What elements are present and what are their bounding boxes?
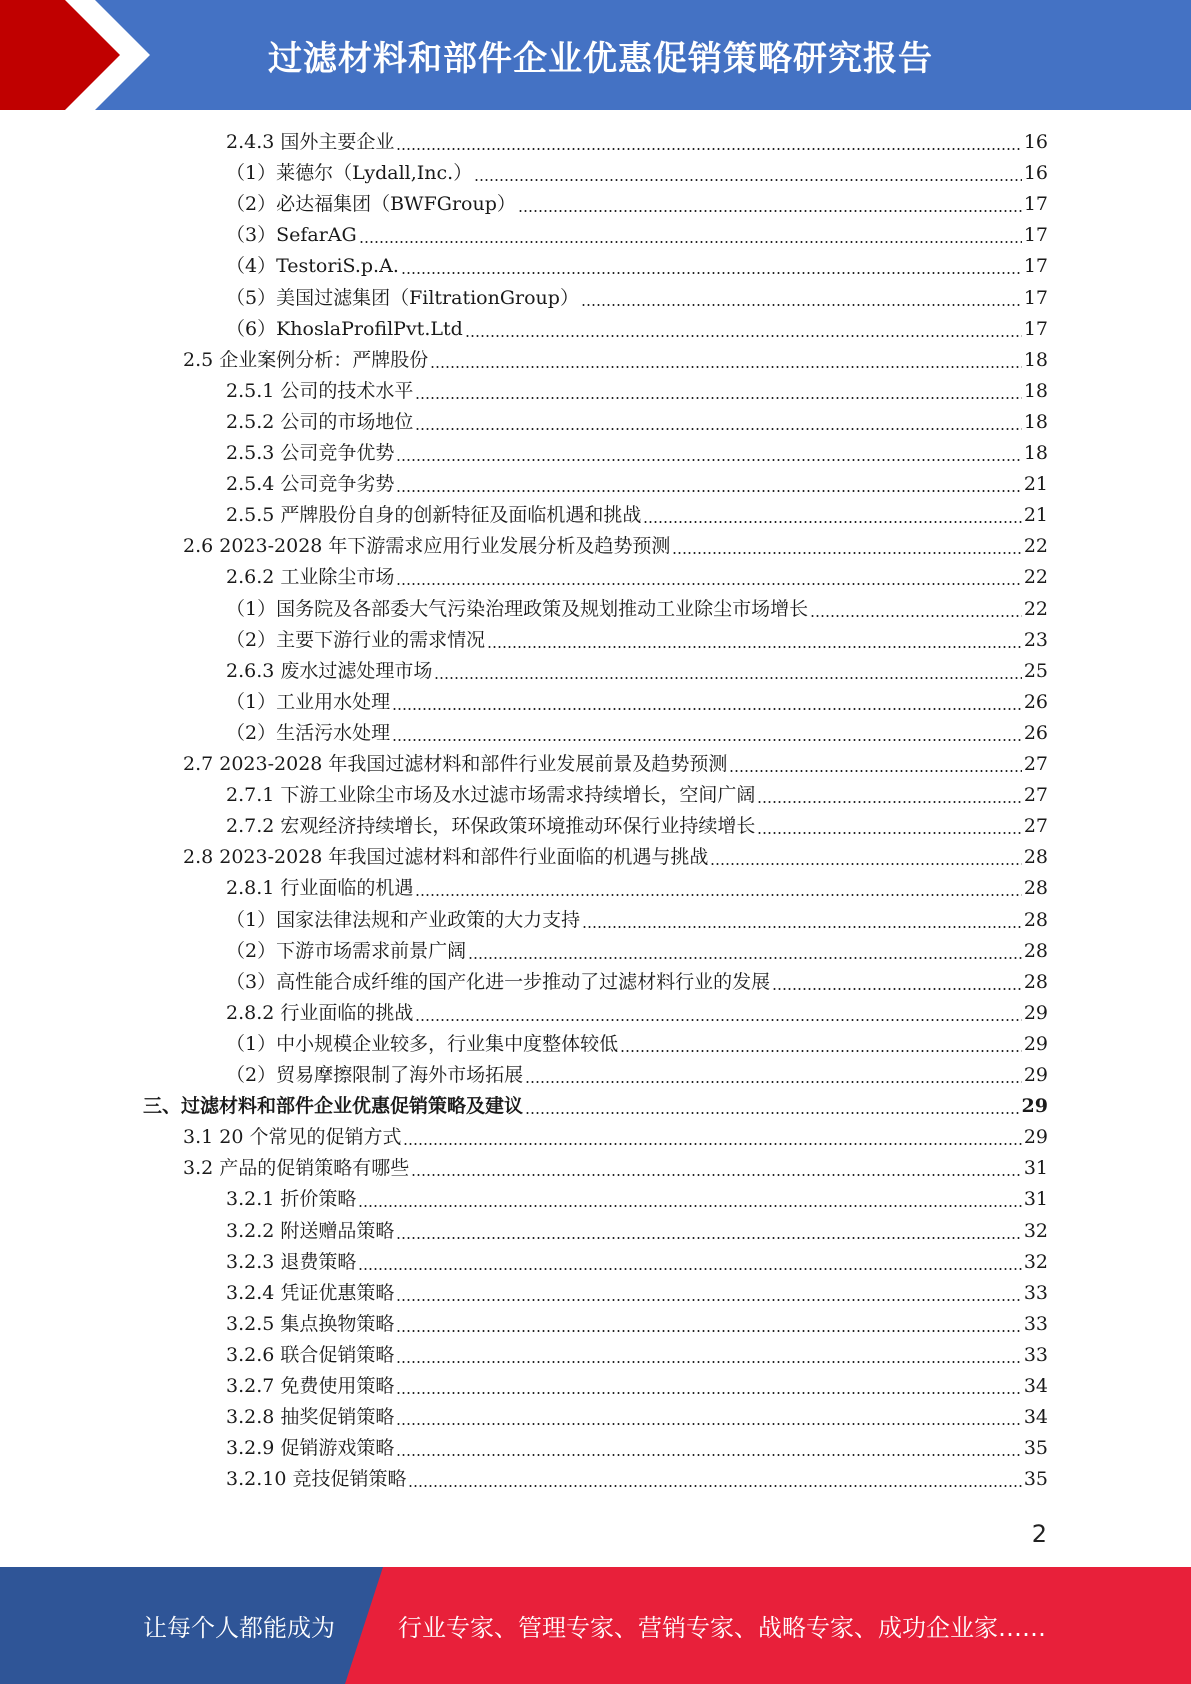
toc-entry-page: 31 [1023, 1157, 1048, 1180]
page-footer [0, 1567, 1191, 1684]
toc-entry[interactable] [226, 562, 1048, 593]
toc-entry-page: 34 [1023, 1406, 1048, 1429]
toc-entry-label: 2.7 2023-2028 年我国过滤材料和部件行业发展前景及趋势预测 [183, 753, 728, 775]
toc-entry-page: 22 [1023, 566, 1048, 589]
toc-entry-label: （4）TestoriS.p.A. [226, 255, 399, 278]
toc-entry[interactable] [226, 998, 1048, 1029]
toc-entry[interactable] [226, 1371, 1048, 1402]
toc-entry-page: 29 [1023, 1001, 1048, 1024]
toc-entry-page: 28 [1023, 939, 1048, 962]
toc-dot-leader [581, 304, 1022, 306]
toc-dot-leader [582, 926, 1022, 928]
toc-entry-label: 2.5.1 公司的技术水平 [226, 379, 414, 402]
toc-dot-leader [403, 1143, 1021, 1145]
toc-dot-leader [772, 988, 1022, 990]
toc-entry[interactable] [183, 345, 1048, 376]
toc-entry-label: 2.8.1 行业面临的机遇 [226, 877, 414, 900]
toc-entry-page: 22 [1023, 597, 1048, 620]
toc-entry-page: 16 [1023, 131, 1048, 153]
toc-entry[interactable] [183, 1153, 1048, 1184]
toc-dot-leader [396, 1392, 1021, 1394]
toc-entry[interactable] [226, 1402, 1048, 1433]
toc-entry-label: 3.2.3 退费策略 [226, 1250, 357, 1273]
toc-entry-label: （2）必达福集团（BWFGroup） [226, 193, 516, 216]
toc-entry[interactable] [226, 656, 1048, 687]
toc-dot-leader [396, 1423, 1021, 1425]
toc-dot-leader [415, 428, 1021, 430]
toc-dot-leader [358, 1268, 1021, 1270]
toc-dot-leader [525, 1081, 1022, 1083]
toc-entry[interactable] [226, 220, 1048, 251]
toc-entry[interactable] [226, 314, 1048, 345]
toc-entry-label: 2.4.3 国外主要企业 [226, 131, 395, 153]
toc-entry-label: （1）工业用水处理 [226, 690, 391, 713]
toc-entry-page: 33 [1023, 1312, 1048, 1335]
toc-entry[interactable] [226, 1464, 1048, 1495]
toc-entry-label: 2.8.2 行业面临的挑战 [226, 1001, 414, 1024]
toc-entry-label: 2.5.4 公司竞争劣势 [226, 473, 395, 496]
toc-dot-leader [710, 863, 1021, 865]
toc-entry-page: 32 [1023, 1219, 1048, 1242]
toc-entry[interactable] [183, 1122, 1048, 1153]
toc-entry-label: 3.2.1 折价策略 [226, 1188, 357, 1211]
toc-dot-leader [396, 490, 1021, 492]
toc-entry-label: 2.5.2 公司的市场地位 [226, 410, 414, 433]
toc-dot-leader [474, 179, 1022, 181]
toc-dot-leader [392, 739, 1022, 741]
toc-dot-leader [430, 366, 1022, 368]
toc-entry-page: 27 [1023, 815, 1048, 838]
toc-entry[interactable] [226, 158, 1048, 189]
toc-entry-label: 2.6.2 工业除尘市场 [226, 566, 395, 589]
toc-entry[interactable] [226, 376, 1048, 407]
toc-entry-page: 28 [1023, 908, 1048, 931]
toc-entry-label: 3.2 产品的促销策略有哪些 [183, 1157, 410, 1180]
page-header [0, 0, 1191, 110]
toc-entry[interactable] [226, 1184, 1048, 1215]
toc-entry-page: 28 [1023, 846, 1048, 869]
toc-entry[interactable] [226, 811, 1048, 842]
toc-entry-label: （2）主要下游行业的需求情况 [226, 628, 486, 651]
toc-entry-page: 17 [1023, 193, 1048, 216]
toc-entry-page: 27 [1023, 753, 1048, 775]
toc-entry-label: （1）中小规模企业较多，行业集中度整体较低 [226, 1032, 619, 1055]
toc-entry-label: 2.7.1 下游工业除尘市场及水过滤市场需求持续增长，空间广阔 [226, 784, 756, 807]
toc-entry-label: （6）KhoslaProfilPvt.Ltd [226, 317, 463, 340]
toc-entry-label: 3.2.9 促销游戏策略 [226, 1437, 395, 1460]
toc-entry-page: 18 [1023, 442, 1048, 464]
toc-dot-leader [396, 1454, 1021, 1456]
toc-entry-label: 2.5 企业案例分析：严牌股份 [183, 348, 429, 371]
toc-entry-page: 34 [1023, 1375, 1048, 1397]
toc-entry[interactable] [226, 251, 1048, 282]
toc-entry-label: 2.5.3 公司竞争优势 [226, 442, 395, 464]
toc-entry[interactable] [226, 1340, 1048, 1371]
toc-entry-label: （5）美国过滤集团（FiltrationGroup） [226, 286, 579, 309]
toc-entry-page: 33 [1023, 1343, 1048, 1366]
toc-entry-page: 26 [1023, 721, 1048, 744]
toc-entry-label: （1）国家法律法规和产业政策的大力支持 [226, 908, 581, 931]
page-number: 2 [1031, 1520, 1047, 1548]
toc-entry-page: 26 [1023, 690, 1048, 713]
toc-entry[interactable] [226, 127, 1048, 158]
toc-entry[interactable] [226, 1433, 1048, 1464]
toc-dot-leader [415, 894, 1021, 896]
toc-entry-page: 17 [1023, 286, 1048, 309]
document-title: 过滤材料和部件企业优惠促销策略研究报告 [268, 38, 933, 79]
toc-entry-label: 3.2.7 免费使用策略 [226, 1375, 395, 1397]
toc-entry-page: 31 [1023, 1188, 1048, 1211]
toc-entry-page: 35 [1023, 1468, 1048, 1491]
toc-entry-label: 2.8 2023-2028 年我国过滤材料和部件行业面临的机遇与挑战 [183, 846, 709, 869]
toc-entry[interactable] [226, 1309, 1048, 1340]
toc-entry[interactable] [226, 594, 1048, 625]
toc-entry-label: （3）高性能合成纤维的国产化进一步推动了过滤材料行业的发展 [226, 970, 771, 993]
toc-entry-label: 3.2.8 抽奖促销策略 [226, 1406, 395, 1429]
toc-entry-label: 3.2.2 附送赠品策略 [226, 1219, 395, 1242]
toc-entry[interactable] [226, 500, 1048, 531]
toc-dot-leader [518, 210, 1022, 212]
toc-entry[interactable] [226, 469, 1048, 500]
toc-entry-page: 25 [1023, 659, 1048, 682]
toc-entry[interactable] [226, 1278, 1048, 1309]
toc-entry[interactable] [226, 625, 1048, 656]
toc-entry[interactable] [226, 967, 1048, 998]
toc-entry-page: 18 [1023, 348, 1048, 371]
toc-entry-page: 17 [1023, 317, 1048, 340]
toc-entry[interactable] [226, 283, 1048, 314]
toc-dot-leader [396, 1330, 1021, 1332]
toc-entry[interactable] [226, 1216, 1048, 1247]
toc-entry-label: （1）国务院及各部委大气污染治理政策及规划推动工业除尘市场增长 [226, 597, 809, 620]
toc-entry[interactable] [183, 531, 1048, 562]
toc-entry-page: 21 [1023, 504, 1048, 527]
toc-dot-leader [396, 148, 1021, 150]
toc-entry-label: 2.6.3 废水过滤处理市场 [226, 659, 433, 682]
toc-entry-page: 21 [1023, 473, 1048, 496]
toc-entry-label: 3.2.5 集点换物策略 [226, 1312, 395, 1335]
toc-dot-leader [401, 272, 1022, 274]
toc-entry-label: 2.7.2 宏观经济持续增长，环保政策环境推动环保行业持续增长 [226, 815, 756, 838]
toc-entry-label: （3）SefarAG [226, 224, 357, 247]
toc-dot-leader [465, 335, 1022, 337]
toc-entry-page: 27 [1023, 784, 1048, 807]
toc-entry-label: （2）生活污水处理 [226, 721, 391, 744]
toc-entry-page: 18 [1023, 410, 1048, 433]
toc-entry[interactable] [226, 438, 1048, 469]
toc-dot-leader [358, 1205, 1021, 1207]
toc-entry[interactable] [226, 718, 1048, 749]
toc-entry-page: 29 [1023, 1126, 1048, 1149]
toc-entry-page: 29 [1023, 1064, 1048, 1086]
toc-entry-page: 17 [1023, 255, 1048, 278]
toc-entry-label: （2）下游市场需求前景广阔 [226, 939, 467, 962]
footer-slogan-left: 让每个人都能成为 [143, 1614, 335, 1642]
toc-entry-label: 3.1 20 个常见的促销方式 [183, 1126, 402, 1149]
toc-entry-page: 29 [1021, 1095, 1048, 1118]
toc-entry-label: 3.2.4 凭证优惠策略 [226, 1281, 395, 1304]
toc-entry-page: 17 [1023, 224, 1048, 247]
toc-dot-leader [487, 646, 1022, 648]
toc-entry-page: 28 [1023, 970, 1048, 993]
toc-entry-page: 16 [1023, 162, 1048, 185]
toc-entry[interactable] [226, 1029, 1048, 1060]
toc-entry-label: 3.2.6 联合促销策略 [226, 1343, 395, 1366]
toc-dot-leader [415, 397, 1021, 399]
toc-dot-leader [525, 1112, 1020, 1114]
toc-entry[interactable] [226, 1060, 1048, 1091]
toc-entry-label: 三、过滤材料和部件企业优惠促销策略及建议 [143, 1095, 524, 1118]
footer-slogan-right: 行业专家、管理专家、营销专家、战略专家、成功企业家…… [398, 1614, 1046, 1642]
toc-entry-page: 23 [1023, 628, 1048, 651]
toc-entry[interactable] [226, 905, 1048, 936]
toc-dot-leader [396, 1237, 1021, 1239]
toc-entry[interactable] [226, 687, 1048, 718]
toc-entry-label: 2.6 2023-2028 年下游需求应用行业发展分析及趋势预测 [183, 535, 671, 558]
toc-entry-page: 35 [1023, 1437, 1048, 1460]
toc-dot-leader [643, 521, 1021, 523]
toc-dot-leader [396, 1299, 1021, 1301]
toc-entry[interactable] [143, 1091, 1048, 1122]
toc-dot-leader [468, 957, 1022, 959]
toc-entry-page: 22 [1023, 535, 1048, 558]
toc-entry[interactable] [183, 749, 1048, 780]
toc-entry[interactable] [183, 842, 1048, 873]
toc-entry-label: （1）莱德尔（Lydall,Inc.） [226, 162, 473, 185]
toc-entry[interactable] [226, 873, 1048, 904]
toc-entry-label: （2）贸易摩擦限制了海外市场拓展 [226, 1064, 524, 1086]
toc-entry[interactable] [226, 189, 1048, 220]
toc-entry-page: 29 [1023, 1032, 1048, 1055]
toc-entry-page: 32 [1023, 1250, 1048, 1273]
toc-entry[interactable] [226, 936, 1048, 967]
toc-dot-leader [396, 1361, 1021, 1363]
toc-dot-leader [392, 708, 1022, 710]
toc-dot-leader [757, 801, 1021, 803]
toc-dot-leader [672, 552, 1021, 554]
toc-dot-leader [396, 459, 1021, 461]
toc-dot-leader [757, 832, 1021, 834]
toc-dot-leader [810, 615, 1022, 617]
toc-entry-label: 2.5.5 严牌股份自身的创新特征及面临机遇和挑战 [226, 504, 642, 527]
toc-entry[interactable] [226, 780, 1048, 811]
toc-entry[interactable] [226, 407, 1048, 438]
toc-dot-leader [620, 1050, 1022, 1052]
toc-dot-leader [415, 1019, 1021, 1021]
toc-entry-page: 18 [1023, 379, 1048, 402]
toc-entry-label: 3.2.10 竞技促销策略 [226, 1468, 407, 1491]
toc-entry[interactable] [226, 1247, 1048, 1278]
toc-dot-leader [411, 1174, 1022, 1176]
toc-dot-leader [359, 241, 1022, 243]
toc-dot-leader [434, 677, 1021, 679]
toc-dot-leader [729, 770, 1021, 772]
toc-dot-leader [396, 583, 1021, 585]
toc-entry-page: 33 [1023, 1281, 1048, 1304]
toc-dot-leader [408, 1485, 1021, 1487]
toc-entry-page: 28 [1023, 877, 1048, 900]
